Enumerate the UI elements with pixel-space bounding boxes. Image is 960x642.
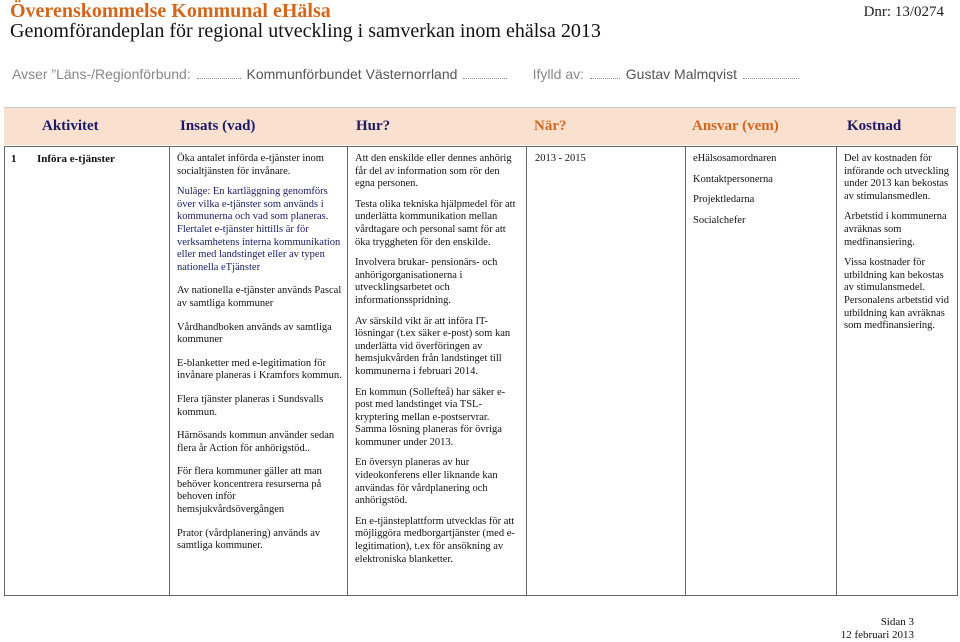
document-number: Dnr: 13/0274 (863, 4, 944, 20)
table-header (4, 107, 956, 145)
row-aktivitet: Införa e-tjänster (37, 153, 115, 165)
ansvar-item: Projektledarna (693, 194, 755, 206)
insats-cell (177, 153, 343, 564)
insats-paragraph: Nuläge: En kartläggning genomförs över vilka e-tjänster som används i kommunerna och vad som planeras. Flertalet e-tjänster hittills är för verksamhetens interna kommunikation eller med landstinget eller av typen nationella eTjänster (177, 186, 341, 273)
hur-paragraph: Testa olika tekniska hjälpmedel för att underlätta kommunikation mellan vårdtagare och personal samt för att öka tryggheten för den enskilde. (355, 198, 516, 248)
insats-paragraph: E-blanketter med e-legitimation för invånare planeras i Kramfors kommun. (177, 357, 342, 382)
hur-paragraph: En översyn planeras av hur videokonferens eller liknande kan användas för vårdplanering och anhörigstöd. (355, 457, 498, 507)
dotted-leader (463, 68, 507, 79)
page-footer (841, 616, 914, 642)
document-title: Överenskommelse Kommunal eHälsa (10, 0, 331, 22)
kostnad-cell (844, 153, 954, 341)
document-subtitle: Genomförandeplan för regional utveckling i samverkan inom ehälsa 2013 (10, 20, 601, 42)
hur-paragraph: En e-tjänsteplattform utvecklas för att möjliggöra medborgartjänster (med e-legitimation), t.ex för ansökning av elektroniska blanketter. (355, 515, 515, 565)
plan-table (4, 146, 958, 596)
hur-paragraph: Av särskild vikt är att införa IT-lösningar (t.ex säker e-post) som kan underlätta vid överföringen av hemsjukvården från landstinget till kommunerna i februari 2014. (355, 315, 511, 377)
hur-paragraph: En kommun (Sollefteå) har säker e-post med landstinget via TSL-kryptering mellan e-postservrar. Samma lösning planeras för övriga kommuner under 2013. (355, 386, 506, 448)
column-divider (836, 147, 837, 595)
ifylld-label: Ifylld av: (532, 66, 585, 82)
dotted-leader (590, 68, 620, 79)
col-ansvar: Ansvar (vem) (692, 118, 779, 134)
insats-paragraph: Öka antalet införda e-tjänster inom socialtjänsten för invånare. (177, 153, 324, 177)
col-insats: Insats (vad) (180, 118, 256, 134)
avser-label: Avser ”Läns-/Regionförbund: (12, 66, 191, 82)
avser-value: Kommunförbundet Västernorrland (246, 66, 458, 82)
column-divider (526, 147, 527, 595)
hur-paragraph: Involvera brukar- pensionärs- och anhörigorganisationerna i utvecklingsarbetet och informationsspridning. (355, 257, 498, 306)
kostnad-paragraph: Del av kostnaden för införande och utveckling under 2013 kan bekostas av stimulansmedlen. (844, 153, 949, 202)
insats-paragraph: Flera tjänster planeras i Sundsvalls kommun. (177, 393, 324, 418)
ansvar-item: Socialchefer (693, 214, 746, 226)
ifylld-value: Gustav Malmqvist (625, 66, 738, 82)
ansvar-item: eHälsosamordnaren (693, 153, 777, 164)
hur-paragraph: Att den enskilde eller dennes anhörig får del av information som rör den egna personen. (355, 153, 512, 190)
col-hur: Hur? (356, 118, 391, 134)
insats-paragraph: Av nationella e-tjänster används Pascal av samtliga kommuner (177, 285, 342, 309)
insats-paragraph: Härnösands kommun använder sedan flera år Action för anhörigstöd.. (177, 430, 335, 454)
row-number: 1 (11, 153, 17, 165)
col-kostnad: Kostnad (847, 118, 902, 134)
col-nar: När? (534, 118, 567, 134)
page-number: Sidan 3 (880, 616, 914, 628)
insats-paragraph: För flera kommuner gäller att man behöver koncentrera resurserna på behoven inför hemsjukvårdsövergången (177, 466, 322, 516)
footer-date: 12 februari 2013 (840, 629, 914, 641)
meta-line (12, 66, 801, 82)
hur-cell (355, 153, 521, 574)
insats-paragraph: Prator (vårdplanering) används av samtliga kommuner. (177, 527, 321, 552)
ansvar-cell (693, 153, 833, 235)
ansvar-item: Kontaktpersonerna (693, 173, 773, 185)
kostnad-paragraph: Vissa kostnader för utbildning kan bekostas av stimulansmedel. Personalens arbetstid vid utbildning kan avräknas som medfinansiering. (844, 257, 949, 332)
dotted-leader (743, 68, 799, 79)
column-divider (169, 147, 170, 595)
column-divider (685, 147, 686, 595)
nar-cell: 2013 - 2015 (535, 153, 586, 164)
kostnad-paragraph: Arbetstid i kommunerna avräknas som medfinansiering. (844, 211, 947, 248)
col-aktivitet: Aktivitet (42, 118, 99, 134)
dotted-leader (197, 68, 241, 79)
insats-paragraph: Vårdhandboken används av samtliga kommuner (177, 321, 332, 346)
column-divider (347, 147, 348, 595)
